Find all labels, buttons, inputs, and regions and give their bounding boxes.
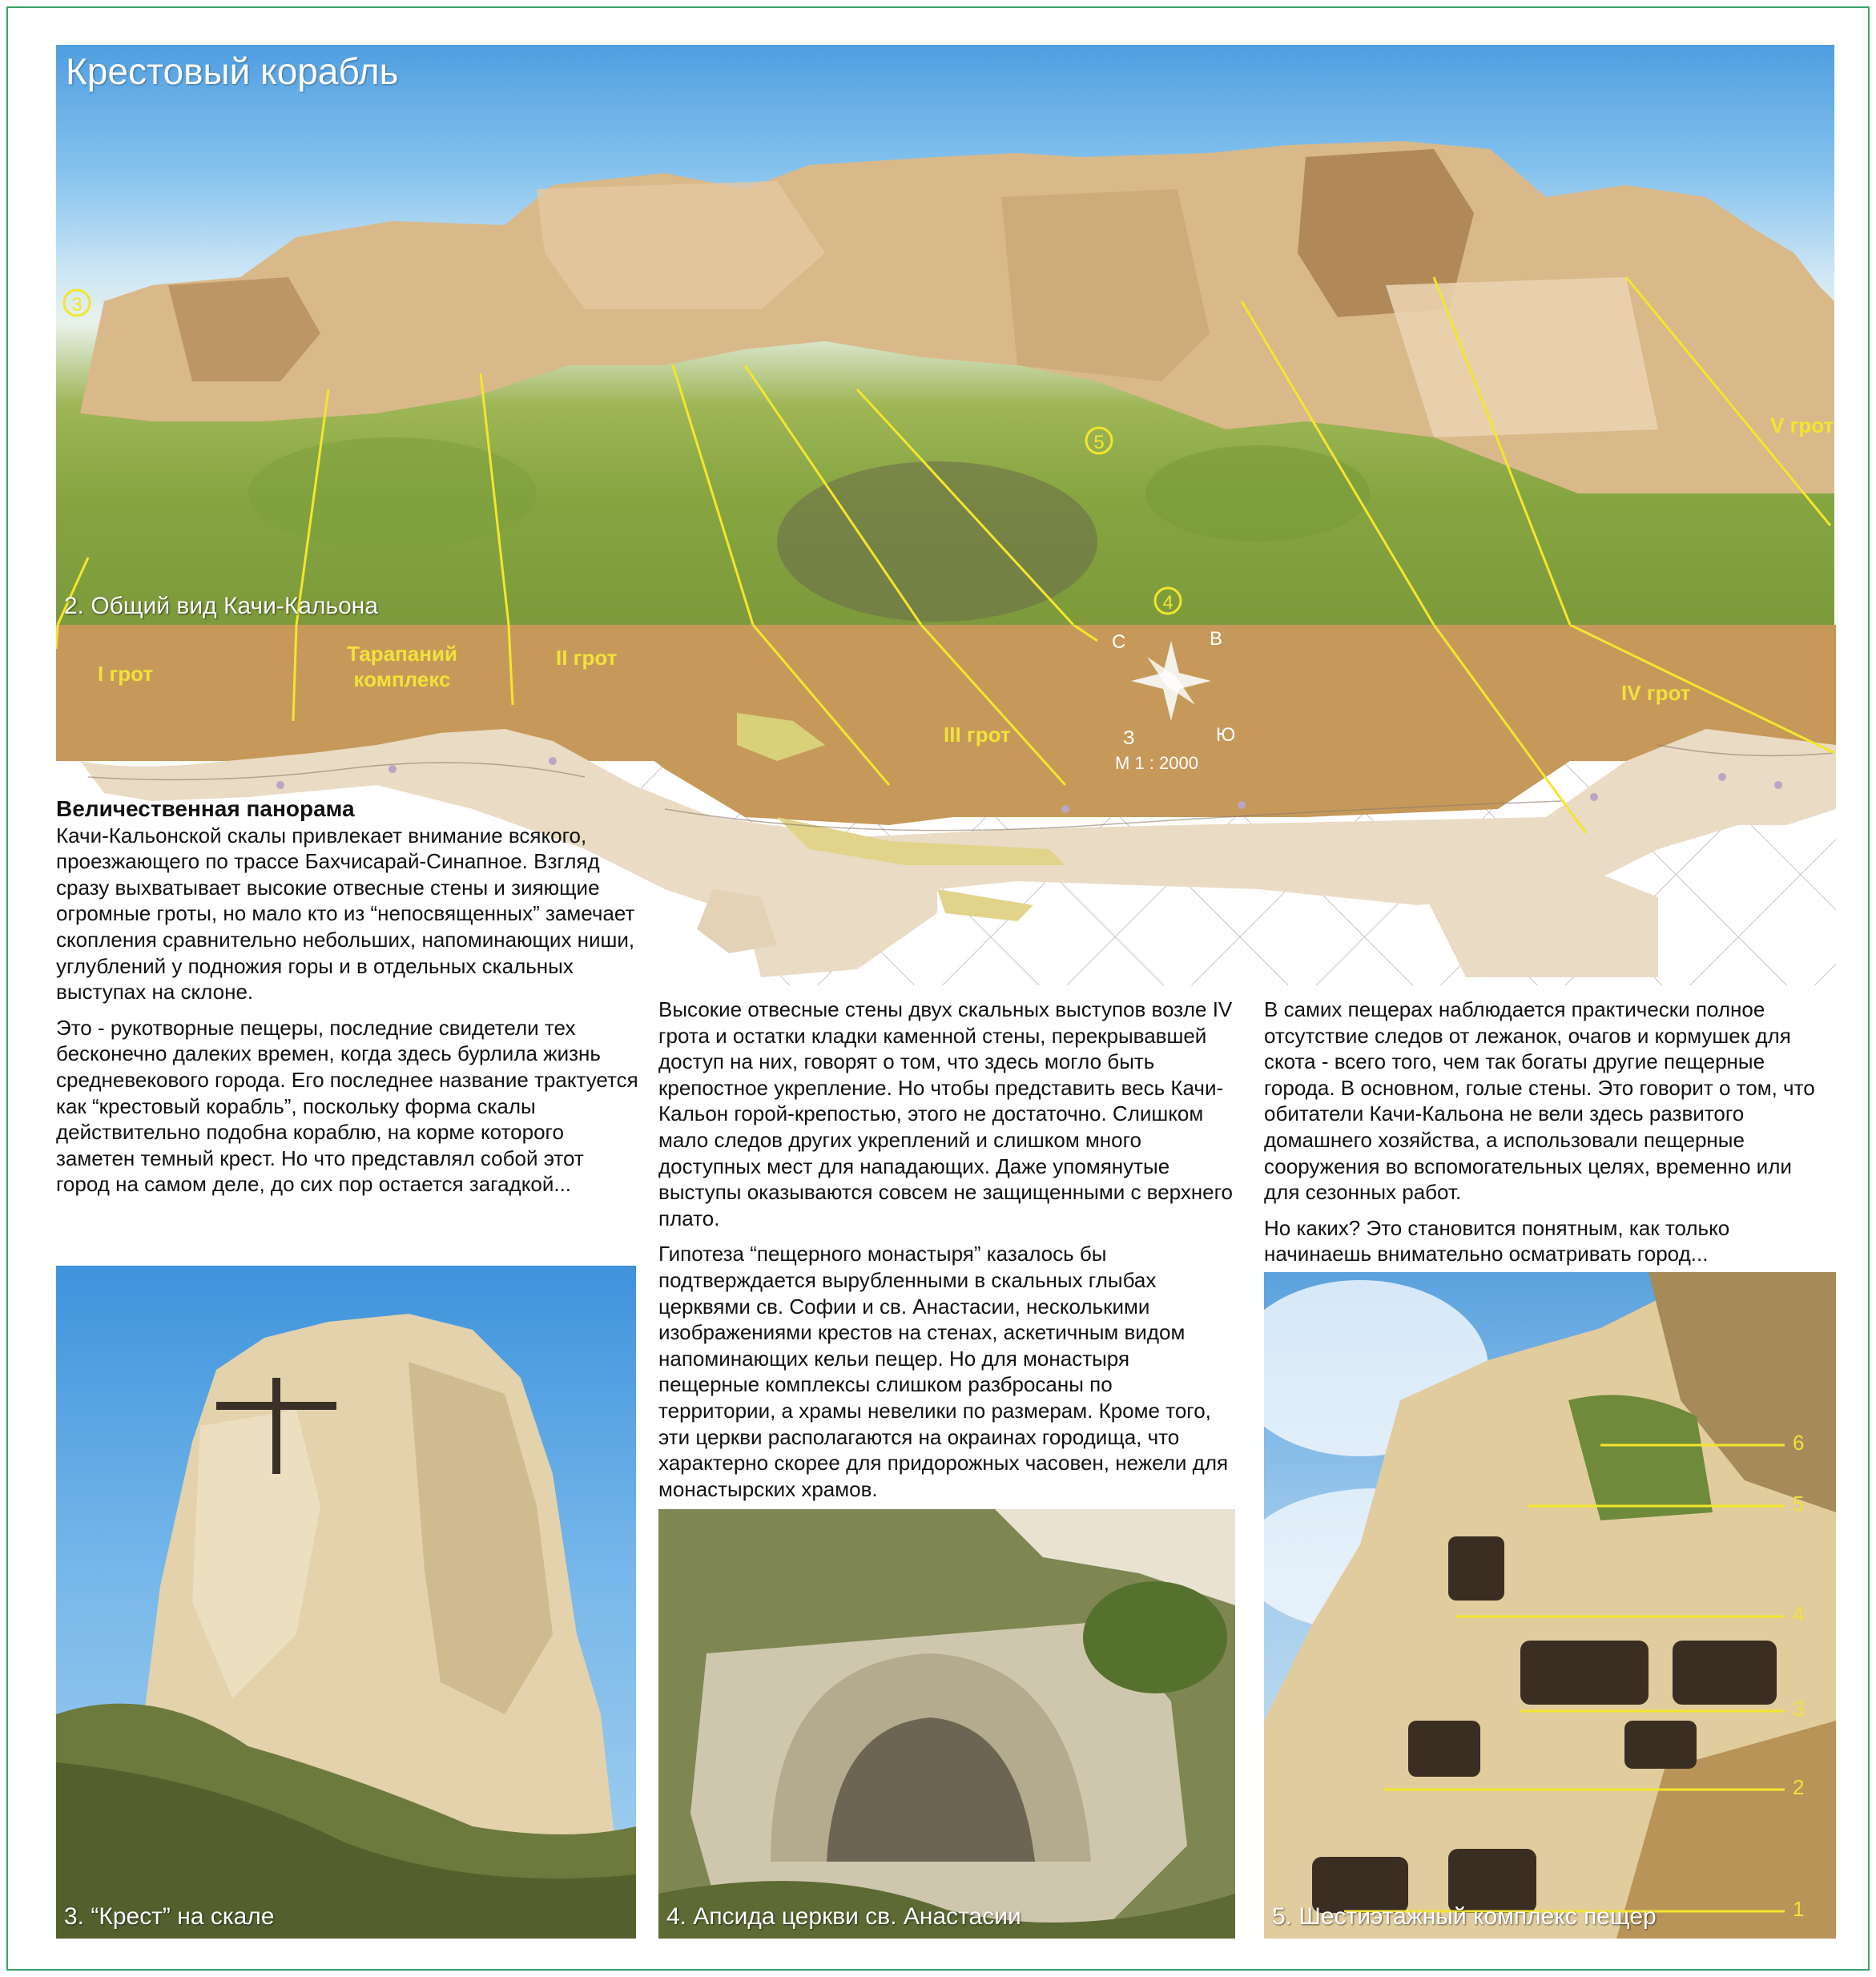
plan-label-grot-1: I грот [98, 662, 154, 686]
tier-number-5: 5 [1793, 1492, 1805, 1516]
photo-tiers [1264, 1272, 1836, 1939]
column-2 [658, 997, 1235, 1512]
column-1-paragraph-2: Это - рукотворные пещеры, последние свидетели тех бесконечно далеких времен, когда здесь бурлила жизнь средневекового города. Его последнее название трактуется как “крестовый корабль”, поскольку форма скалы действительно подобна кораблю, на корме которого заметен темный крест. Но что представлял собой этот город на самом деле, до сих пор остается загадкой... [56, 1015, 638, 1197]
photo-cross-caption: 3. “Крест” на скале [64, 1903, 275, 1930]
compass-east: В [1210, 628, 1223, 650]
column-1-paragraph-1: Качи-Кальонской скалы привлекает внимание всякого, проезжающего по трассе Бахчисарай-Синапное. Взгляд сразу выхватывает высокие отвесные стены и зияющие огромные гроты, но мало кто из “непосвященных” замечает скопления сравнительно небольших, напоминающих ниши, углублений у подножия горы и в отдельных скальных выступах на склоне. [56, 823, 635, 1005]
compass-south: Ю [1216, 724, 1236, 746]
plan-label-grot-2: II грот [556, 646, 618, 670]
tier-number-6: 6 [1793, 1431, 1805, 1455]
column-3-paragraph-1: В самих пещерах наблюдается практически полное отсутствие следов от лежанок, очагов и кормушек для скота - всего того, чем так богаты другие пещерные города. В основном, голые стены. Это говорит о том, что обитатели Качи-Кальона не вели здесь развитого домашнего хозяйства, а использовали пещерные сооружения во вспомогательных целях, временно или для сезонных работ. [1264, 997, 1815, 1205]
page-title: Крестовый корабль [66, 50, 399, 92]
photo-apse-caption: 4. Апсида церкви св. Анастасии [666, 1903, 1021, 1930]
tier-number-1: 1 [1793, 1897, 1805, 1921]
panorama-photo [56, 45, 1834, 625]
column-3 [1264, 997, 1825, 1277]
column-3-paragraph-2: Но каких? Это становится понятным, как только начинаешь внимательно осматривать город... [1264, 1215, 1730, 1266]
compass-west: З [1123, 727, 1135, 749]
plan-label-tarapaniy: Тарапаний комплекс [347, 642, 457, 691]
photo-cross-rock [56, 1266, 636, 1939]
marker-3: 3 [71, 294, 83, 316]
column-1 [56, 796, 641, 1207]
panorama-caption: 2. Общий вид Качи-Кальона [64, 593, 379, 619]
tier-number-2: 2 [1793, 1775, 1805, 1799]
section-heading: Величественная панорама [56, 796, 355, 821]
plan-label-grot-4: IV грот [1621, 681, 1691, 705]
compass-north: С [1112, 631, 1126, 653]
marker-5: 5 [1093, 432, 1105, 453]
plan-scale: М 1 : 2000 [1115, 753, 1198, 773]
column-2-paragraph-1: Высокие отвесные стены двух скальных выступов возле IV грота и остатки кладки каменной стены, перекрывавшей доступ на них, говорят о том, что здесь могло быть крепостное укрепление. Но чтобы представить весь Качи-Кальон горой-крепостью, этого не достаточно. Слишком мало следов других укреплений и слишком много доступных мест для нападающих. Даже упомянутые выступы оказываются совсем не защищенными с верхнего плато. [658, 997, 1234, 1230]
tier-number-4: 4 [1793, 1602, 1805, 1626]
grot-v-label: V грот [1770, 413, 1834, 437]
photo-tiers-caption: 5. Шестиэтажный комплекс пещер [1272, 1903, 1657, 1930]
plan-label-grot-3: III грот [944, 723, 1011, 747]
column-2-paragraph-2: Гипотеза “пещерного монастыря” казалось бы подтверждается вырубленными в скальных глыбах церквями св. Софии и св. Анастасии, несколькими изображениями крестов на стенах, аскетичным видом напоминающих кельи пещер. Но для монастыря пещерные комплексы слишком разбросаны по территории, а храмы невелики по размерам. Кроме того, эти церкви располагаются на окраинах городища, что характерно скорее для придорожных часовен, нежели для монастырских храмов. [658, 1242, 1229, 1501]
marker-4: 4 [1162, 592, 1174, 614]
tier-number-3: 3 [1793, 1697, 1805, 1721]
photo-apse [658, 1509, 1235, 1939]
